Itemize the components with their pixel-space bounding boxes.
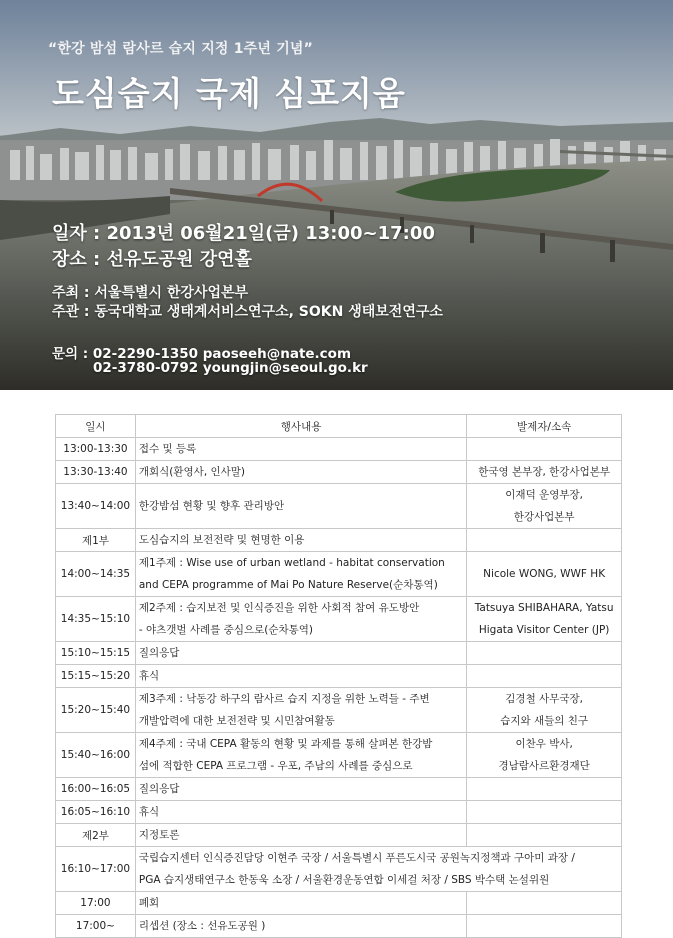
row-time: 15:10~15:15 — [56, 642, 136, 665]
row-speaker — [467, 642, 622, 665]
row-content-line: 제3주제 : 낙동강 하구의 람사르 습지 지정을 위한 노력들 - 주변 — [138, 693, 430, 705]
row-speaker-line: 이재덕 운영부장, — [505, 489, 583, 501]
row-speaker-line: Tatsuya SHIBAHARA, Yatsu — [474, 602, 614, 614]
row-content-line: 개회식(환영사, 인사말) — [138, 466, 246, 478]
row-content-line: 지정토론 — [138, 829, 180, 841]
table-row — [56, 688, 622, 733]
row-time: 17:00 — [56, 892, 136, 915]
row-content — [135, 824, 466, 847]
row-content — [135, 484, 466, 529]
row-content-line: and CEPA programme of Mai Po Nature Reserve(순차통역) — [138, 579, 438, 591]
row-time: 제1부 — [56, 529, 136, 552]
row-speaker — [467, 915, 622, 938]
table-row — [56, 778, 622, 801]
row-content — [135, 915, 466, 938]
row-content-line: 접수 및 등록 — [138, 443, 197, 455]
table-header-row — [56, 415, 622, 438]
contact-line-2: 02-3780-0792 youngjin@seoul.go.kr — [93, 360, 368, 376]
row-content-line: 도심습지의 보전전략 및 현명한 이용 — [138, 534, 305, 546]
row-content-line: 제1주제 : Wise use of urban wetland - habitat conservation — [138, 557, 445, 569]
event-organizer: 주관 : 동국대학교 생태계서비스연구소, SOKN 생태보전연구소 — [52, 304, 443, 320]
row-time: 17:00~ — [56, 915, 136, 938]
row-time: 16:05~16:10 — [56, 801, 136, 824]
table-row — [56, 461, 622, 484]
table-row — [56, 642, 622, 665]
row-content — [135, 801, 466, 824]
event-date: 일자 : 2013년 06월21일(금) 13:00~17:00 — [52, 223, 435, 244]
schedule-table — [55, 414, 622, 938]
row-speaker — [467, 665, 622, 688]
row-content-line: 섬에 적합한 CEPA 프로그램 - 우포, 주남의 사례를 중심으로 — [138, 760, 413, 772]
table-row — [56, 438, 622, 461]
row-speaker — [467, 484, 622, 529]
row-content — [135, 688, 466, 733]
poster-hero — [0, 0, 673, 390]
row-content — [135, 847, 621, 892]
row-time: 13:40~14:00 — [56, 484, 136, 529]
row-time: 15:40~16:00 — [56, 733, 136, 778]
row-speaker — [467, 801, 622, 824]
row-content-line: PGA 습지생태연구소 한동욱 소장 / 서울환경운동연합 이세걸 처장 / SBS 박수택 논설위원 — [138, 874, 550, 886]
event-venue: 장소 : 선유도공원 강연홀 — [52, 249, 252, 270]
contact-line-1: 문의 : 02-2290-1350 paoseeh@nate.com — [52, 346, 352, 362]
row-speaker — [467, 438, 622, 461]
row-content-line: 휴식 — [138, 670, 160, 682]
row-content — [135, 529, 466, 552]
row-content-line: 질의응답 — [138, 647, 180, 659]
row-content — [135, 552, 466, 597]
table-row — [56, 733, 622, 778]
poster-subtitle: “한강 밤섬 람사르 습지 지정 1주년 기념” — [48, 41, 314, 57]
row-speaker — [467, 529, 622, 552]
row-speaker — [467, 778, 622, 801]
row-speaker-line: 이찬우 박사, — [515, 738, 573, 750]
row-speaker-line: 경남람사르환경재단 — [498, 760, 590, 772]
row-speaker — [467, 461, 622, 484]
row-content-line: 개발압력에 대한 보전전략 및 시민참여활동 — [138, 715, 335, 727]
row-content-line: 국립습지센터 인식증진담당 이현주 국장 / 서울특별시 푸른도시국 공원녹지정책과 구아미 과장 / — [138, 852, 575, 864]
row-speaker-line: 한강사업본부 — [513, 511, 575, 523]
row-content-line: 한강밤섬 현황 및 향후 관리방안 — [138, 500, 285, 512]
row-speaker-line: 한국영 본부장, 한강사업본부 — [478, 466, 610, 478]
han-river-aerial-image — [0, 0, 673, 390]
header-time: 일시 — [56, 415, 136, 438]
row-content — [135, 597, 466, 642]
table-row — [56, 665, 622, 688]
row-content — [135, 892, 466, 915]
row-content-line: 제4주제 : 국내 CEPA 활동의 현황 및 과제를 통해 살펴본 한강밤 — [138, 738, 433, 750]
table-row — [56, 801, 622, 824]
row-speaker — [467, 552, 622, 597]
row-content-line: 리셉션 (장소 : 선유도공원 ) — [138, 920, 266, 932]
row-content — [135, 733, 466, 778]
row-content — [135, 665, 466, 688]
header-content: 행사내용 — [135, 415, 466, 438]
table-row — [56, 915, 622, 938]
row-content — [135, 642, 466, 665]
table-row — [56, 824, 622, 847]
row-content — [135, 778, 466, 801]
row-time: 14:35~15:10 — [56, 597, 136, 642]
row-content-line: 질의응답 — [138, 783, 180, 795]
table-row — [56, 552, 622, 597]
row-content — [135, 438, 466, 461]
row-speaker — [467, 688, 622, 733]
row-content-line: 휴식 — [138, 806, 160, 818]
row-time: 13:00-13:30 — [56, 438, 136, 461]
table-row — [56, 892, 622, 915]
row-time: 제2부 — [56, 824, 136, 847]
row-time: 14:00~14:35 — [56, 552, 136, 597]
row-content-line: 제2주제 : 습지보전 및 인식증진을 위한 사회적 참여 유도방안 — [138, 602, 420, 614]
event-host: 주최 : 서울특별시 한강사업본부 — [52, 285, 249, 301]
poster-title: 도심습지 국제 심포지움 — [52, 74, 406, 113]
row-time: 16:00~16:05 — [56, 778, 136, 801]
table-row — [56, 529, 622, 552]
table-row — [56, 847, 622, 892]
row-time: 13:30-13:40 — [56, 461, 136, 484]
row-speaker — [467, 597, 622, 642]
row-content-line: 폐회 — [138, 897, 160, 909]
table-row — [56, 484, 622, 529]
row-content-line: - 야츠갯벌 사례를 중심으로(순차통역) — [138, 624, 314, 636]
row-time: 15:20~15:40 — [56, 688, 136, 733]
header-speaker: 발제자/소속 — [467, 415, 622, 438]
row-time: 16:10~17:00 — [56, 847, 136, 892]
row-speaker-line: 김경철 사무국장, — [505, 693, 583, 705]
row-speaker-line: Nicole WONG, WWF HK — [483, 568, 606, 580]
row-speaker-line: 습지와 새들의 친구 — [500, 715, 589, 727]
row-content — [135, 461, 466, 484]
row-speaker — [467, 824, 622, 847]
row-speaker — [467, 733, 622, 778]
row-time: 15:15~15:20 — [56, 665, 136, 688]
schedule-body — [56, 438, 622, 938]
table-row — [56, 597, 622, 642]
row-speaker — [467, 892, 622, 915]
row-speaker-line: Higata Visitor Center (JP) — [478, 624, 610, 636]
